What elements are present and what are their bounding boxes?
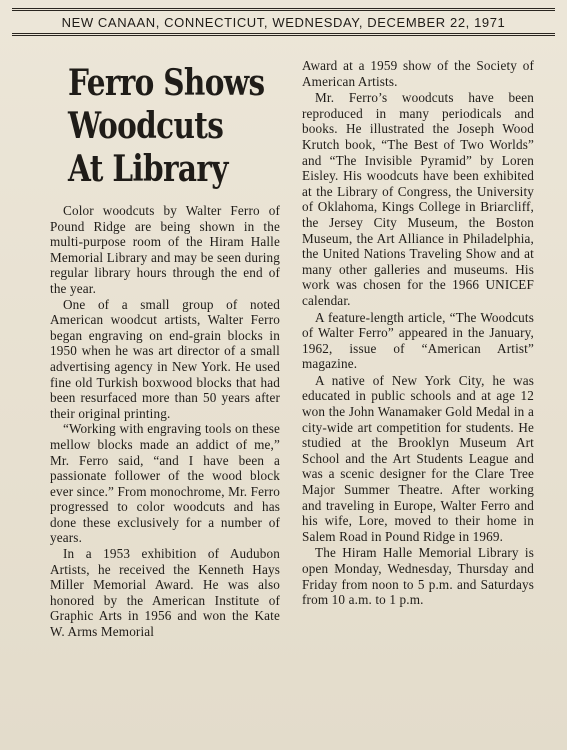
headline-line-2: Woodcuts xyxy=(68,105,224,147)
masthead xyxy=(12,8,555,36)
paragraph: In a 1953 exhibition of Audubon Artists, he received the Kenneth Hays Miller Memorial Award. He was also honored by the American Institute of Graphic Arts in 1956 and won the Kate W. Arms Memorial xyxy=(50,546,280,640)
paragraph: A native of New York City, he was educated in public schools and at age 12 won the John Wanamaker Gold Medal in a city-wide art competition for students. He studied at the Brooklyn Museum Art School and the Art Students League and was a scenic designer for the Clare Tree Major Summer Theatre. After working and traveling in Europe, Walter Ferro and his wife, Lore, moved to their home in Salem Road in Pound Ridge in 1969. xyxy=(302,372,534,544)
paragraph: Color woodcuts by Walter Ferro of Pound Ridge are being shown in the multi-purpose room of the Hiram Halle Memorial Library and may be seen during regular library hours through the end of the year. xyxy=(50,203,280,296)
left-column xyxy=(50,58,280,640)
paragraph: A feature-length article, “The Woodcuts of Walter Ferro” appeared in the January, 1962, issue of “American Artist” magazine. xyxy=(302,309,534,372)
paragraph: One of a small group of noted American woodcut artists, Walter Ferro began engraving on end-grain blocks in 1950 when he was art director of a small advertising agency in New York. He used fine old Turkish boxwood blocks that had been resurfaced more than 50 years after their original printing. xyxy=(50,296,280,421)
paragraph: Mr. Ferro’s woodcuts have been reproduced in many periodicals and books. He illustrated the Joseph Wood Krutch book, “The Best of Two Worlds” and “The Invisible Pyramid” by Loren Eisley. His woodcuts have been exhibited at the Library of Congress, the University of Oklahoma, Kings College in Briarcliff, the Jersey City Museum, the Boston Museum, the Art Alliance in Philadelphia, the United Nations Traveling Show and at many other galleries and museums. His work was chosen for the 1966 UNICEF calendar. xyxy=(302,90,534,308)
dateline: NEW CANAAN, CONNECTICUT, WEDNESDAY, DECEMBER 22, 1971 xyxy=(61,15,506,30)
headline-line-3: At Library xyxy=(68,148,228,190)
paragraph: “Working with engraving tools on these mellow blocks made an addict of me,” Mr. Ferro said, “and I have been a passionate follower of the wood block ever since.” From monochrome, Mr. Ferro progressed to color woodcuts and has done these exclusively for a number of years. xyxy=(50,421,280,546)
bottom-rule xyxy=(12,33,555,36)
paragraph: The Hiram Halle Memorial Library is open Monday, Wednesday, Thursday and Friday from noon to 5 p.m. and Saturdays from 10 a.m. to 1 p.m. xyxy=(302,545,534,608)
right-column xyxy=(302,58,534,609)
headline xyxy=(68,62,281,191)
headline-line-1: Ferro Shows xyxy=(68,62,265,104)
paragraph-continued: Award at a 1959 show of the Society of American Artists. xyxy=(302,58,534,89)
